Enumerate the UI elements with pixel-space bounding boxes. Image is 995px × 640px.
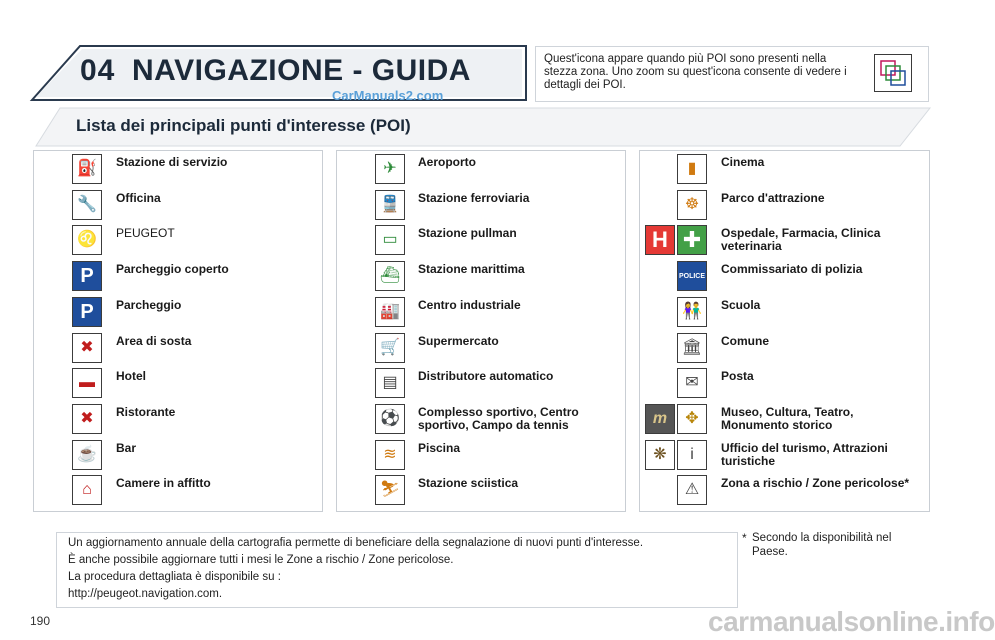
sport-glyph: ⚽	[380, 410, 400, 427]
poi-label: Stazione di servizio	[116, 155, 228, 169]
atm-glyph: ▤	[382, 374, 398, 391]
poi-label: Zona a rischio / Zone pericolose*	[721, 476, 910, 490]
footnote: Secondo la disponibilità nel Paese.	[752, 532, 892, 558]
chapter-number: 04	[80, 54, 116, 87]
poi-label: Camere in affitto	[116, 476, 211, 490]
tourism-secondary-icon	[677, 440, 707, 470]
factory-icon	[375, 297, 405, 327]
wrench-icon	[72, 190, 102, 220]
note-line-4: http://peugeot.navigation.com.	[68, 588, 223, 600]
ship-glyph: ⛴	[379, 267, 401, 284]
info-text: Quest'icona appare quando più POI sono presenti nella stezza zona. Uno zoom su quest'icona consente di vedere i dettagli dei POI.	[544, 53, 847, 91]
covered-parking-icon	[72, 261, 102, 291]
museum-secondary-glyph: ✥	[685, 410, 699, 427]
sport-icon	[375, 404, 405, 434]
factory-glyph: 🏭	[380, 303, 400, 320]
poi-label: Cinema	[721, 155, 765, 169]
bed-glyph: ▬	[79, 374, 95, 391]
poi-label: Stazione ferroviaria	[418, 191, 530, 205]
train-glyph: 🚆	[380, 196, 400, 213]
chapter-title: NAVIGAZIONE - GUIDA	[132, 54, 471, 87]
watermark-top: CarManuals2.com	[332, 88, 444, 103]
peugeot-lion-glyph: ♌	[77, 231, 97, 248]
police-icon	[677, 261, 707, 291]
swimmer-icon	[375, 440, 405, 470]
danger-zone-glyph: ⚠	[684, 481, 700, 498]
airplane-icon	[375, 154, 405, 184]
hospital-secondary-icon	[677, 225, 707, 255]
poi-label: Distributore automatico	[418, 369, 554, 383]
parking-glyph: P	[80, 301, 94, 323]
poi-label: Ospedale, Farmacia, Clinica veterinaria	[721, 226, 881, 253]
mail-glyph: ✉	[685, 374, 699, 391]
wrench-glyph: 🔧	[77, 196, 97, 213]
poi-label: Comune	[721, 334, 769, 348]
poi-label: Parcheggio	[116, 298, 182, 312]
rental-rooms-glyph: ⌂	[82, 481, 92, 498]
bus-glyph: ▭	[382, 231, 398, 248]
poi-label: Parco d'attrazione	[721, 191, 825, 205]
shopping-cart-glyph: 🛒	[380, 339, 400, 356]
poi-label: Supermercato	[418, 334, 499, 348]
mail-icon	[677, 368, 707, 398]
police-glyph: POLICE	[678, 272, 706, 280]
coffee-cup-glyph: ☕	[77, 446, 97, 463]
ship-icon	[375, 261, 405, 291]
tourism-secondary-glyph: i	[690, 446, 694, 463]
ferris-wheel-glyph: ☸	[684, 196, 700, 213]
section-title: Lista dei principali punti d'interesse (POI)	[76, 116, 411, 135]
coffee-cup-icon	[72, 440, 102, 470]
poi-label: Stazione pullman	[418, 226, 517, 240]
note-line-2: È anche possibile aggiornare tutti i mesi le Zone a rischio / Zone pericolose.	[68, 554, 454, 566]
museum-secondary-icon	[677, 404, 707, 434]
school-icon	[677, 297, 707, 327]
poi-label: Museo, Cultura, Teatro, Monumento storico	[721, 405, 854, 432]
ferris-wheel-icon	[677, 190, 707, 220]
museum-glyph: m	[652, 410, 668, 427]
atm-icon	[375, 368, 405, 398]
poi-label: Complesso sportivo, Centro sportivo, Campo da tennis	[418, 405, 579, 432]
peugeot-lion-icon	[72, 225, 102, 255]
bus-icon	[375, 225, 405, 255]
poi-label: Scuola	[721, 298, 761, 312]
poi-label: Commissariato di polizia	[721, 262, 863, 276]
parking-icon	[72, 297, 102, 327]
museum-icon	[645, 404, 675, 434]
poi-label: Centro industriale	[418, 298, 521, 312]
hospital-icon	[645, 225, 675, 255]
poi-label: Area di sosta	[116, 334, 192, 348]
bed-icon	[72, 368, 102, 398]
airplane-glyph: ✈	[383, 160, 397, 177]
town-hall-glyph: 🏛	[681, 339, 703, 356]
town-hall-icon	[677, 333, 707, 363]
poi-label: Ristorante	[116, 405, 176, 419]
poi-label: Bar	[116, 441, 137, 455]
poi-label: Stazione marittima	[418, 262, 525, 276]
skier-icon	[375, 475, 405, 505]
rest-area-icon	[72, 333, 102, 363]
shopping-cart-icon	[375, 333, 405, 363]
swimmer-glyph: ≋	[383, 446, 397, 463]
rental-rooms-icon	[72, 475, 102, 505]
page-number: 190	[30, 614, 51, 628]
cutlery-icon	[72, 404, 102, 434]
skier-glyph: ⛷	[379, 481, 401, 498]
note-line-1: Un aggiornamento annuale della cartografia permette di beneficiare della segnalazione di nuovi punti d'interesse.	[68, 537, 644, 549]
watermark-bottom: carmanualsonline.info	[708, 606, 995, 637]
cinema-glyph: ▮	[687, 160, 697, 177]
note-line-3: La procedura dettagliata è disponibile su :	[68, 571, 281, 583]
multiple-poi-icon	[874, 54, 912, 92]
hospital-secondary-glyph: ✚	[682, 227, 702, 252]
poi-label: Piscina	[418, 441, 461, 455]
poi-label: Aeroporto	[418, 155, 476, 169]
train-icon	[375, 190, 405, 220]
cutlery-glyph: ✖	[80, 410, 94, 427]
hospital-glyph: H	[652, 227, 668, 252]
poi-label: PEUGEOT	[116, 226, 175, 240]
tourism-icon	[645, 440, 675, 470]
footnote-star: *	[742, 531, 747, 545]
danger-zone-icon	[677, 475, 707, 505]
fuel-pump-glyph: ⛽	[77, 160, 97, 177]
poi-label: Posta	[721, 369, 754, 383]
poi-label: Officina	[116, 191, 161, 205]
school-glyph: 👫	[682, 303, 702, 320]
covered-parking-glyph: P	[80, 265, 94, 287]
poi-label: Hotel	[116, 369, 146, 383]
rest-area-glyph: ✖	[80, 339, 94, 356]
poi-label: Stazione sciistica	[418, 476, 519, 490]
cinema-icon	[677, 154, 707, 184]
tourism-glyph: ❋	[653, 446, 667, 463]
poi-label: Parcheggio coperto	[116, 262, 229, 276]
poi-label: Ufficio del turismo, Attrazioni turistiche	[721, 441, 888, 468]
fuel-pump-icon	[72, 154, 102, 184]
